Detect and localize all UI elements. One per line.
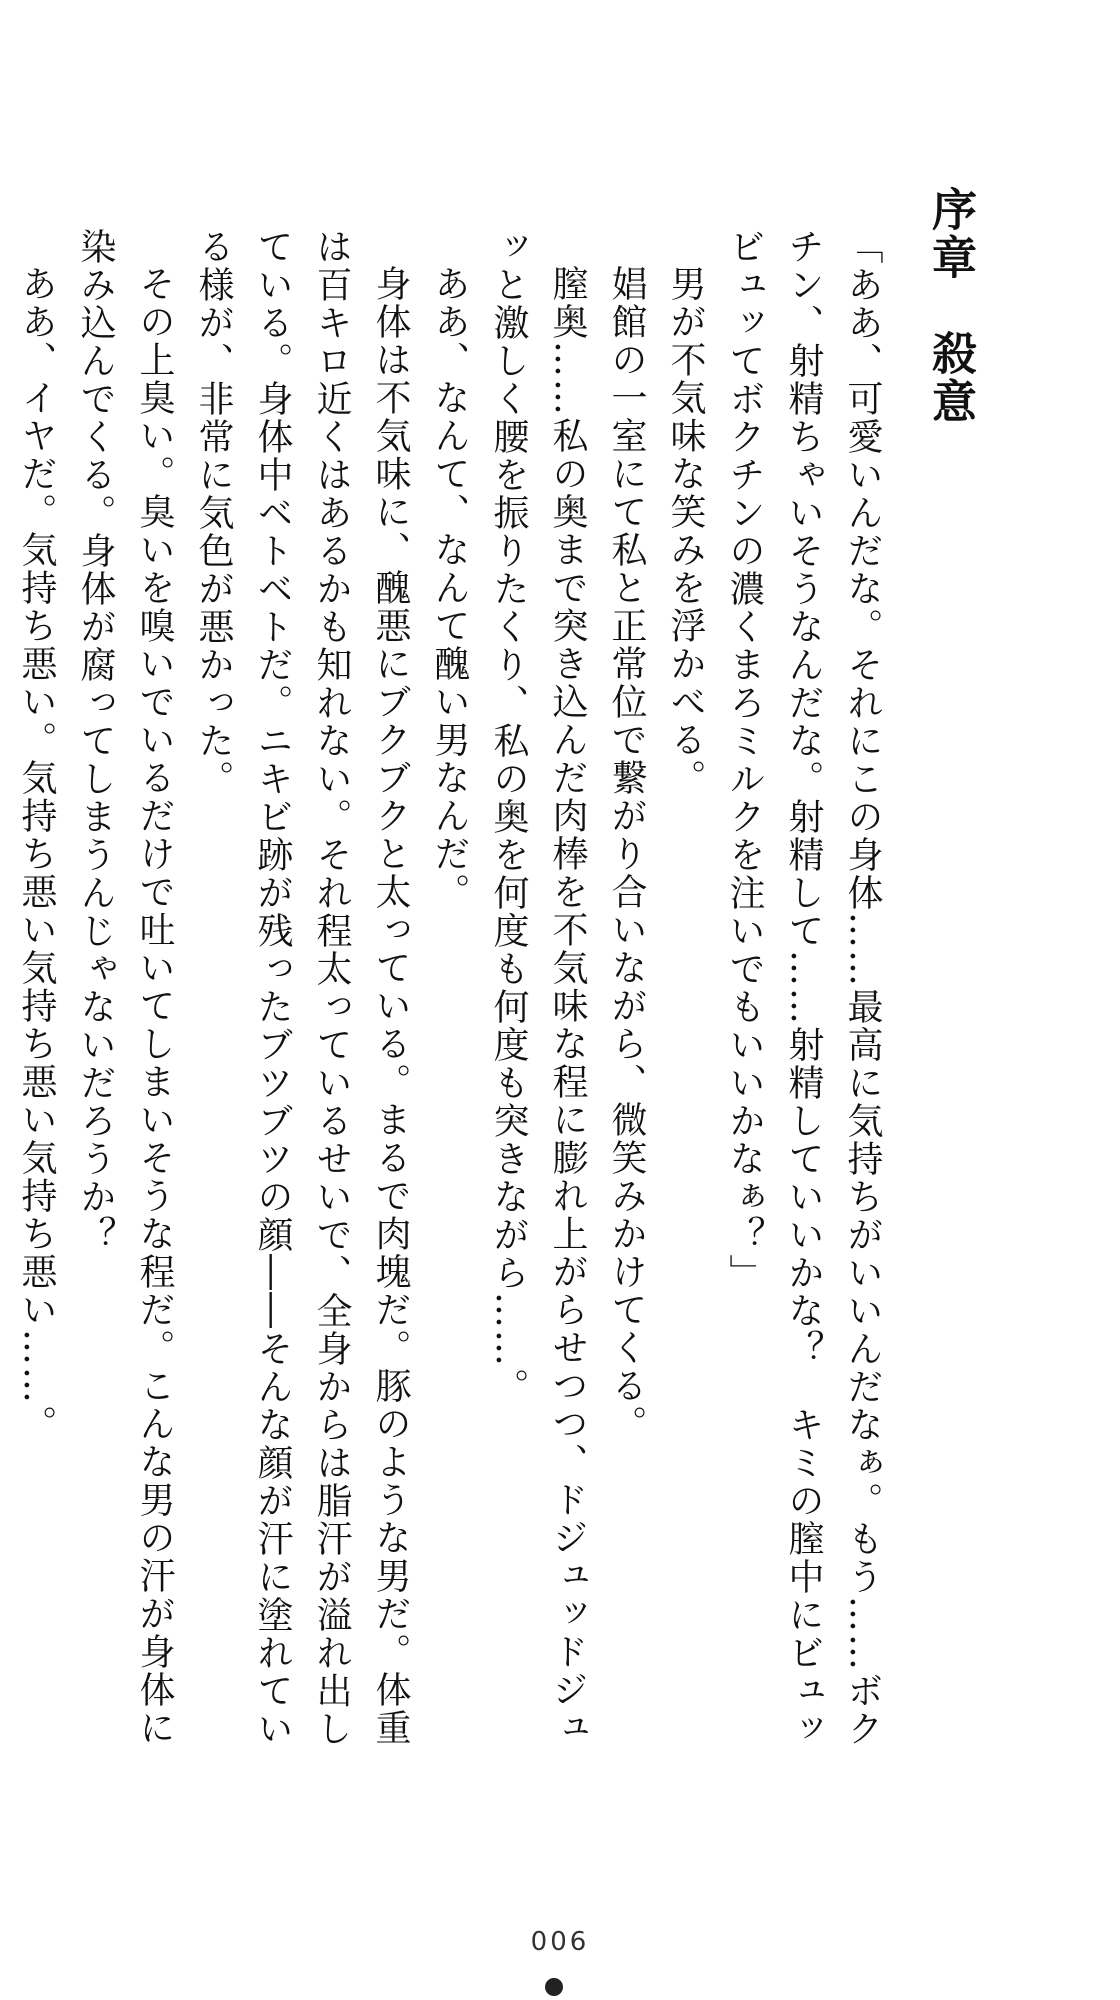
- text-line: チン、射精ちゃいそうなんだな。射精して……射精していいかな？ キミの膣中にビュッ: [783, 228, 824, 1748]
- text-line: 男が不気味な笑みを浮かべる。: [665, 265, 706, 797]
- chapter-title: 序章 殺意: [924, 186, 977, 426]
- page-marker-dot: [545, 1978, 563, 1996]
- text-line: ッと激しく腰を振りたくり、私の奥を何度も何度も突きながら……。: [488, 228, 529, 1406]
- text-line: 染み込んでくる。身体が腐ってしまうんじゃないだろうか？: [75, 228, 116, 1254]
- text-line: る様が、非常に気色が悪かった。: [193, 228, 234, 798]
- text-line: は百キロ近くはあるかも知れない。それ程太っているせいで、全身からは脂汗が溢れ出し: [311, 228, 352, 1748]
- text-line: ている。身体中ベトベトだ。ニキビ跡が残ったブツブツの顔――そんな顔が汗に塗れてい: [252, 228, 293, 1748]
- text-line: ああ、なんて、なんて醜い男なんだ。: [429, 265, 470, 911]
- text-line: 身体は不気味に、醜悪にブクブクと太っている。まるで肉塊だ。豚のような男だ。体重: [370, 265, 411, 1747]
- text-line: その上臭い。臭いを嗅いでいるだけで吐いてしまいそうな程だ。こんな男の汗が身体に: [134, 265, 175, 1747]
- page-number: 006: [530, 1927, 590, 1957]
- text-line: ああ、イヤだ。気持ち悪い。気持ち悪い気持ち悪い気持ち悪い……。: [16, 265, 57, 1443]
- text-line: ビュッてボクチンの濃くまろミルクを注いでもいいかなぁ？」: [724, 228, 765, 1292]
- text-line: 膣奥……私の奥まで突き込んだ肉棒を不気味な程に膨れ上がらせつつ、ドジュッドジュ: [547, 265, 588, 1747]
- text-line: 娼館の一室にて私と正常位で繋がり合いながら、微笑みかけてくる。: [606, 265, 647, 1443]
- text-line: 「ああ、可愛いんだな。それにこの身体……最高に気持ちがいいんだなぁ。もう……ボク: [842, 228, 883, 1748]
